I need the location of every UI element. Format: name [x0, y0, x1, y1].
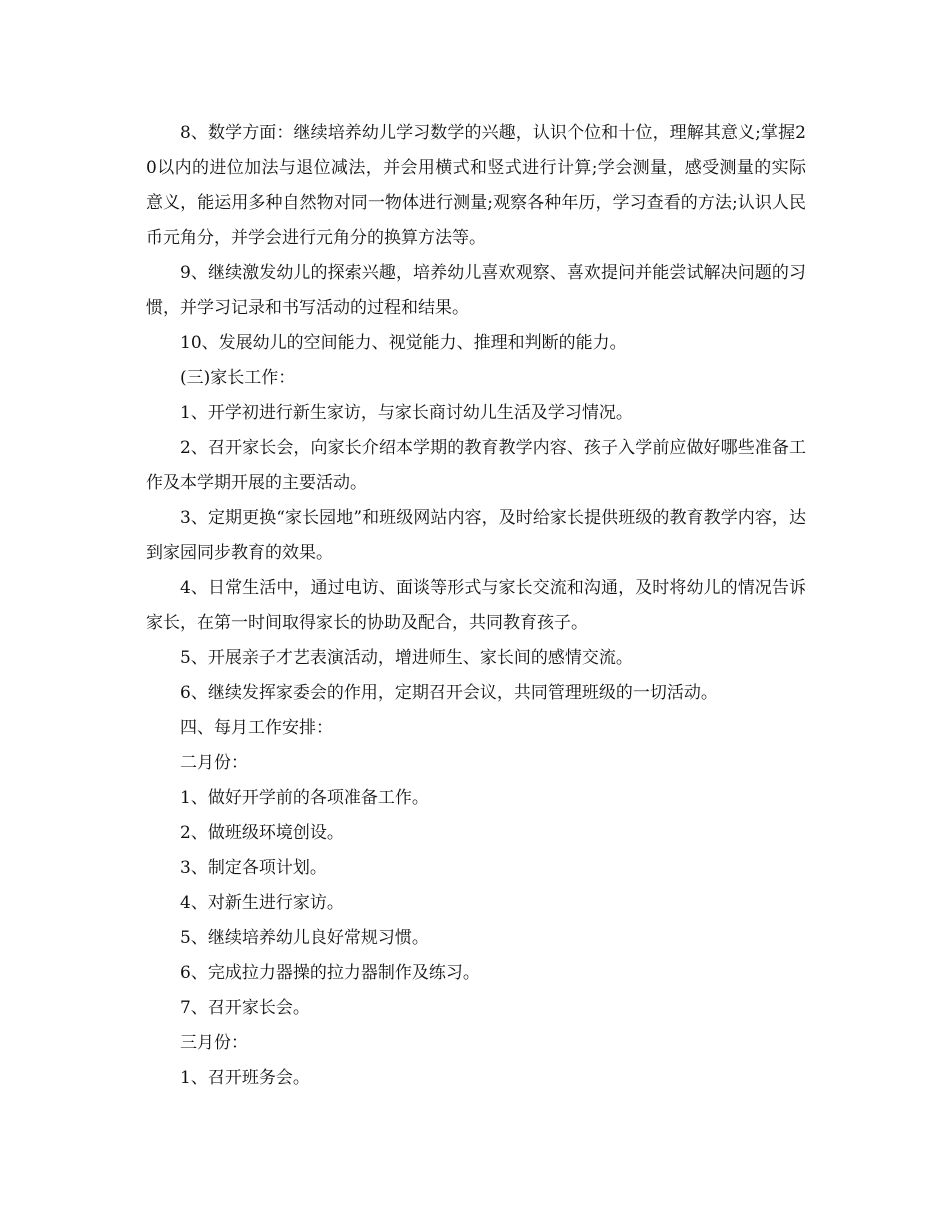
list-item: 2、做班级环境创设。: [180, 823, 344, 843]
paragraph-abilities: 10、发展幼儿的空间能力、视觉能力、推理和判断的能力。: [180, 333, 627, 353]
paragraph-parent-garden: 3、定期更换“家长园地”和班级网站内容，及时给家长提供班级的教育教学内容，达到家园同步教育的效果。: [146, 508, 806, 563]
paragraph-daily-communication: 4、日常生活中，通过电访、面谈等形式与家长交流和沟通，及时将幼儿的情况告诉家长，在第一时间取得家长的协助及配合，共同教育孩子。: [146, 578, 806, 633]
list-item: 6、完成拉力器操的拉力器制作及练习。: [180, 963, 480, 983]
list-item: 4、对新生进行家访。: [180, 893, 344, 913]
paragraph-exploration: 9、继续激发幼儿的探索兴趣，培养幼儿喜欢观察、喜欢提问并能尝试解决问题的习惯，并学习记录和书写活动的过程和结果。: [146, 263, 806, 318]
document-body: [146, 116, 806, 1096]
list-item: 7、召开家长会。: [180, 998, 310, 1018]
month-heading-march: 三月份：: [180, 1033, 248, 1053]
paragraph-parent-meeting: 2、召开家长会，向家长介绍本学期的教育教学内容、孩子入学前应做好哪些准备工作及本学期开展的主要活动。: [146, 438, 806, 493]
list-item: 1、做好开学前的各项准备工作。: [180, 788, 429, 808]
section-heading-parent-work: (三)家长工作：: [180, 368, 296, 388]
paragraph-talent-show: 5、开展亲子才艺表演活动，增进师生、家长间的感情交流。: [180, 648, 633, 668]
list-item: 5、继续培养幼儿良好常规习惯。: [180, 928, 429, 948]
list-item: 1、召开班务会。: [180, 1068, 310, 1088]
list-item: 3、制定各项计划。: [180, 858, 327, 878]
paragraph-parent-committee: 6、继续发挥家委会的作用，定期召开会议，共同管理班级的一切活动。: [180, 683, 718, 703]
paragraph-math: 8、数学方面：继续培养幼儿学习数学的兴趣，认识个位和十位，理解其意义;掌握20以内的进位加法与退位减法，并会用横式和竖式进行计算;学会测量，感受测量的实际意义，能运用多种自然物对同一物体进行测量;观察各种年历，学习查看的方法;认识人民币元角分，并学会进行元角分的换算方法等。: [146, 123, 806, 248]
section-heading-monthly-plan: 四、每月工作安排：: [180, 718, 333, 738]
month-heading-february: 二月份：: [180, 753, 248, 773]
paragraph-home-visit: 1、开学初进行新生家访，与家长商讨幼儿生活及学习情况。: [180, 403, 633, 423]
